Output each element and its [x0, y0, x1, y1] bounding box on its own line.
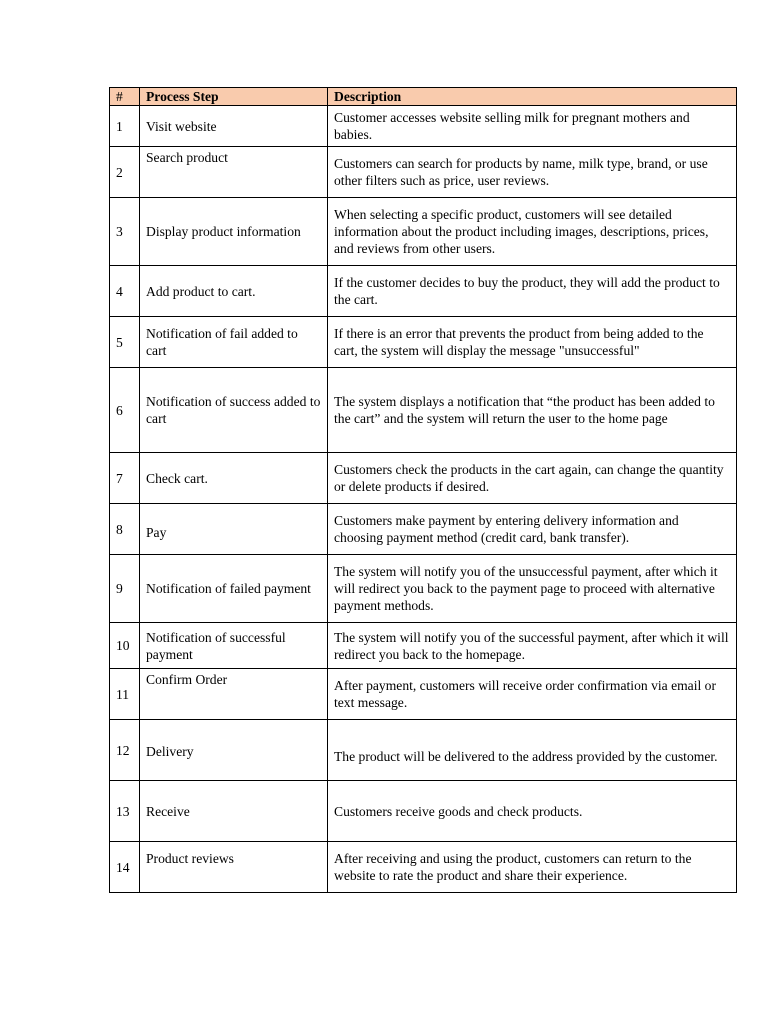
row-description: The product will be delivered to the address provided by the customer.: [328, 720, 737, 781]
row-process-step: Notification of successful payment: [140, 623, 328, 669]
table-row: [110, 504, 737, 555]
row-number: 12: [110, 720, 140, 781]
header-number: #: [110, 88, 140, 106]
row-description: Customers receive goods and check products.: [328, 781, 737, 842]
row-process-step: Notification of fail added to cart: [140, 317, 328, 368]
header-description: Description: [328, 88, 737, 106]
table-row: [110, 147, 737, 198]
row-process-step: Add product to cart.: [140, 266, 328, 317]
table-row: [110, 720, 737, 781]
row-description: When selecting a specific product, customers will see detailed information about the product including images, descriptions, prices, and reviews from other users.: [328, 198, 737, 266]
table-row: [110, 555, 737, 623]
row-number: 4: [110, 266, 140, 317]
row-description: After receiving and using the product, customers can return to the website to rate the product and share their experience.: [328, 842, 737, 893]
table-row: [110, 317, 737, 368]
row-number: 2: [110, 147, 140, 198]
row-description: Customers make payment by entering delivery information and choosing payment method (credit card, bank transfer).: [328, 504, 737, 555]
row-number: 13: [110, 781, 140, 842]
row-process-step: Notification of failed payment: [140, 555, 328, 623]
row-description: If the customer decides to buy the product, they will add the product to the cart.: [328, 266, 737, 317]
table-row: [110, 669, 737, 720]
table-row: [110, 368, 737, 453]
row-number: 11: [110, 669, 140, 720]
row-process-step: Notification of success added to cart: [140, 368, 328, 453]
row-description: The system displays a notification that “the product has been added to the cart” and the system will return the user to the home page: [328, 368, 737, 453]
row-process-step: Visit website: [140, 106, 328, 147]
row-description: Customers check the products in the cart again, can change the quantity or delete products if desired.: [328, 453, 737, 504]
row-number: 3: [110, 198, 140, 266]
row-description: Customer accesses website selling milk for pregnant mothers and babies.: [328, 106, 737, 147]
row-description: The system will notify you of the successful payment, after which it will redirect you back to the homepage.: [328, 623, 737, 669]
table-row: [110, 842, 737, 893]
row-description: The system will notify you of the unsuccessful payment, after which it will redirect you back to the payment page to proceed with alternative payment methods.: [328, 555, 737, 623]
row-number: 14: [110, 842, 140, 893]
row-description: Customers can search for products by name, milk type, brand, or use other filters such as price, user reviews.: [328, 147, 737, 198]
table-row: [110, 266, 737, 317]
row-process-step: Confirm Order: [140, 669, 328, 720]
row-number: 6: [110, 368, 140, 453]
row-process-step: Product reviews: [140, 842, 328, 893]
table-row: [110, 198, 737, 266]
row-number: 9: [110, 555, 140, 623]
row-number: 5: [110, 317, 140, 368]
row-number: 8: [110, 504, 140, 555]
row-number: 10: [110, 623, 140, 669]
row-process-step: Receive: [140, 781, 328, 842]
process-steps-table: [109, 87, 737, 893]
row-process-step: Pay: [140, 504, 328, 555]
row-number: 1: [110, 106, 140, 147]
table-row: [110, 623, 737, 669]
row-number: 7: [110, 453, 140, 504]
table-header-row: [110, 88, 737, 106]
row-process-step: Search product: [140, 147, 328, 198]
table-row: [110, 453, 737, 504]
table-row: [110, 106, 737, 147]
row-description: After payment, customers will receive order confirmation via email or text message.: [328, 669, 737, 720]
row-process-step: Check cart.: [140, 453, 328, 504]
row-description: If there is an error that prevents the product from being added to the cart, the system will display the message "unsuccessful": [328, 317, 737, 368]
row-process-step: Delivery: [140, 720, 328, 781]
table-row: [110, 781, 737, 842]
row-process-step: Display product information: [140, 198, 328, 266]
header-process-step: Process Step: [140, 88, 328, 106]
